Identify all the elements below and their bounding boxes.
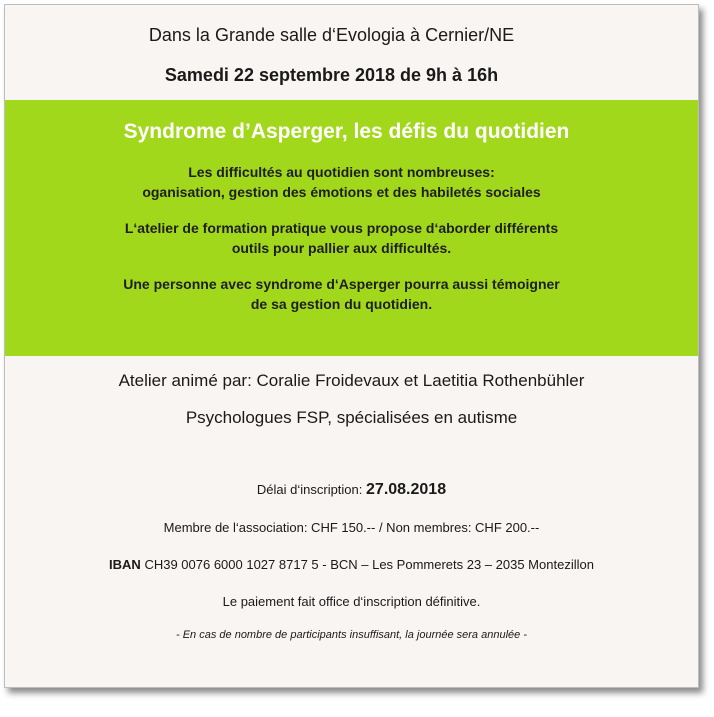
event-date: Samedi 22 septembre 2018 de 9h à 16h [164, 65, 499, 85]
green-banner [5, 100, 698, 356]
fees-text: Membre de l‘association: CHF 150.-- / Non membres: CHF 200.-- [163, 520, 540, 535]
cancellation-note: - En cas de nombre de participants insuffisant, la journée sera annulée - [176, 629, 527, 641]
workshop-hosts: Atelier animé par: Coralie Froidevaux et Laetitia Rothenbühler [118, 371, 585, 390]
deadline-date: 27.08.2018 [366, 481, 447, 498]
venue-text: Dans la Grande salle d‘Evologia à Cernier/NE [148, 25, 515, 45]
paragraph-difficulties [0, 162, 698, 202]
paragraph-line: L‘atelier de formation pratique vous propose d‘aborder différents [124, 220, 559, 236]
flyer-card [4, 4, 699, 688]
iban-line [5, 557, 698, 572]
paragraph-line: de sa gestion du quotidien. [250, 296, 433, 312]
deadline-label: Délai d‘inscription: [256, 482, 363, 497]
paragraph-line: oganisation, gestion des émotions et des habiletés sociales [142, 184, 541, 200]
paragraph-line: outils pour pallier aux difficultés. [231, 240, 452, 256]
event-title: Syndrome d’Asperger, les défis du quotidien [123, 120, 570, 143]
paragraph-line: Les difficultés au quotidien sont nombreuses: [188, 164, 495, 180]
registration-deadline [5, 481, 698, 499]
paragraph-workshop [0, 218, 698, 258]
iban-details: CH39 0076 6000 1027 8717 5 - BCN – Les Pommerets 23 – 2035 Montezillon [144, 557, 594, 572]
paragraph-line: Une personne avec syndrome d‘Asperger pourra aussi témoigner [123, 276, 560, 292]
iban-label: IBAN [109, 557, 141, 572]
paragraph-testimony [0, 274, 698, 314]
payment-note: Le paiement fait office d‘inscription définitive. [222, 594, 481, 609]
hosts-profession: Psychologues FSP, spécialisées en autisme [185, 408, 518, 427]
